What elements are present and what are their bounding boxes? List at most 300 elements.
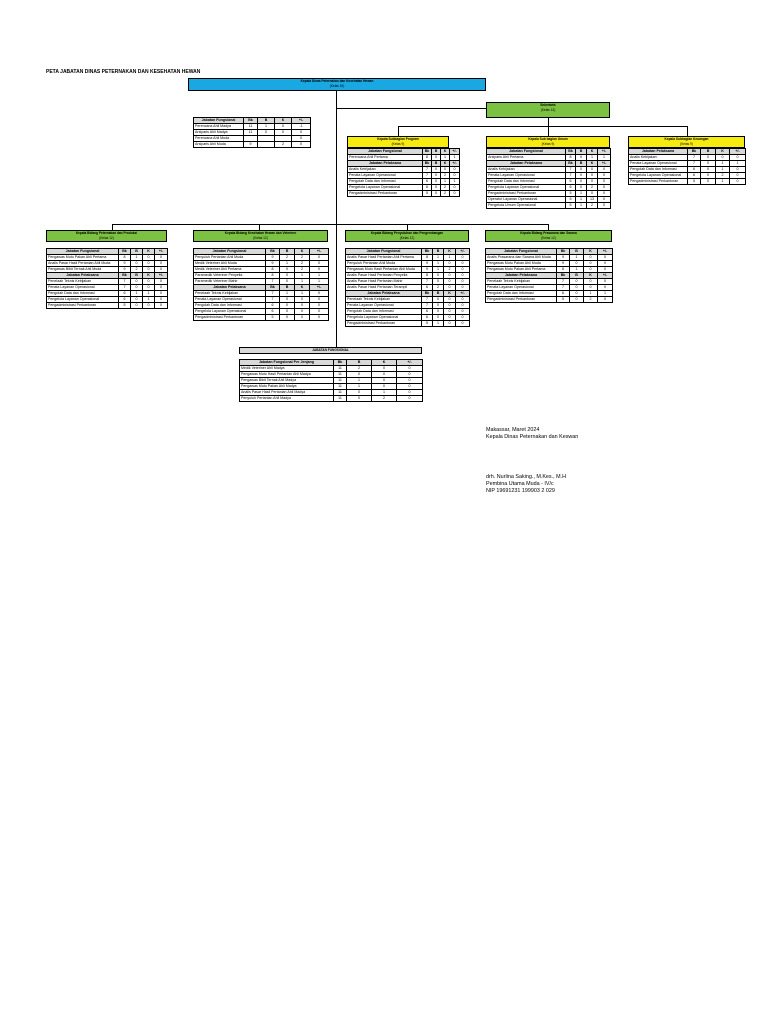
cell-pm: 0 (397, 396, 423, 402)
signature-place-date: Makassar, Maret 2024 (486, 427, 540, 433)
cell-k: 0 (143, 267, 155, 273)
cell-k: 2 (275, 142, 292, 148)
col-b: B (570, 249, 584, 255)
bidang-penyuluhan-box (345, 230, 469, 242)
col-bk: Bk (566, 161, 576, 167)
cell-k: 2 (587, 185, 598, 191)
cell-k: 0 (372, 378, 397, 384)
col-k: K (716, 149, 730, 155)
cell-k: 2 (716, 173, 730, 179)
col-jabatan: Jabatan Fungsional Per Jenjang (240, 360, 334, 366)
cell-k: 0 (143, 303, 155, 309)
cell-bk: 6 (566, 185, 576, 191)
subbag-table-1 (486, 148, 611, 209)
cell-bk: 8 (119, 255, 131, 261)
jabatan-name: Penelaah Teknis Kebijakan (194, 291, 266, 297)
col-jabatan: Jabatan Fungsional (346, 249, 422, 255)
cell-bk: 7 (119, 285, 131, 291)
jabatan-name: Pengolah Data dan Informasi (348, 179, 423, 185)
table-row (487, 203, 611, 209)
cell-bk: 5 (566, 197, 576, 203)
jabatan-name: Analis Pasar Hasil Pertanian Terampil (346, 285, 422, 291)
cell-b: 0 (280, 279, 295, 285)
cell-b: 0 (701, 173, 716, 179)
cell-bk: 6 (688, 173, 701, 179)
col-pm: +/- (456, 249, 470, 255)
cell-bk: 8 (422, 273, 433, 279)
cell-bk: 9 (119, 267, 131, 273)
col-pm: +/- (310, 285, 329, 291)
cell-k: 1 (143, 291, 155, 297)
cell-k: 2 (584, 297, 598, 303)
cell-pm: 0 (450, 191, 460, 197)
cell-bk: 5 (557, 297, 570, 303)
col-pm: +/- (598, 249, 613, 255)
cell-b: 0 (258, 130, 275, 136)
cell-pm: 0 (456, 255, 470, 261)
cell-b: 0 (576, 173, 587, 179)
cell-pm: 0 (730, 167, 746, 173)
col-b: B (258, 118, 275, 124)
jabatan-name: Penata Layanan Operasional (629, 161, 688, 167)
col-k: K (444, 249, 456, 255)
cell-b: 1 (576, 191, 587, 197)
cell-k: 2 (372, 396, 397, 402)
cell-bk: 8 (423, 155, 432, 161)
cell-bk: 7 (688, 155, 701, 161)
jabatan-name: Pengolah Data dan Informasi (194, 303, 266, 309)
signature-rank: Pembina Utama Muda - IV/c (486, 481, 554, 487)
cell-k: 0 (444, 261, 456, 267)
cell-pm: 0 (155, 261, 168, 267)
jabatan-name: Penata Layanan Operasional (486, 285, 557, 291)
cell-k: 0 (444, 315, 456, 321)
cell-b: 0 (347, 396, 372, 402)
jabatan-name: Penelaah Teknis Kebijakan (486, 279, 557, 285)
cell-pm: 0 (598, 185, 611, 191)
cell-bk: 6 (566, 179, 576, 185)
jabatan-name: Penyuluh Pertanian Ahli Muda (194, 255, 266, 261)
bidang-keswan-box (193, 230, 328, 242)
cell-k: 0 (444, 303, 456, 309)
cell-k: 0 (444, 285, 456, 291)
col-jabatan: Jabatan Pelaksana (348, 161, 423, 167)
cell-k: 2 (441, 173, 450, 179)
cell-pm: 1 (450, 179, 460, 185)
cell-pm: 1 (598, 155, 611, 161)
cell-b: 0 (131, 285, 143, 291)
cell-bk: 9 (244, 142, 258, 148)
cell-b: 1 (131, 291, 143, 297)
cell-b: 0 (570, 261, 584, 267)
cell-k: 1 (444, 255, 456, 261)
cell-bk: 11 (244, 130, 258, 136)
cell-bk: 9 (557, 255, 570, 261)
col-b: B (432, 161, 441, 167)
cell-pm: 0 (310, 309, 329, 315)
cell-k: 0 (584, 267, 598, 273)
cell-bk: 7 (423, 167, 432, 173)
bidang-table-0 (46, 248, 168, 309)
col-pm: +/- (598, 161, 611, 167)
jabatan-name: Arsiparis Ahli Pertama (487, 155, 566, 161)
cell-k: 1 (716, 167, 730, 173)
col-k: K (275, 118, 292, 124)
cell-pm: 0 (292, 136, 311, 142)
cell-k: 1 (716, 179, 730, 185)
cell-bk: 11 (244, 124, 258, 130)
cell-k: 1 (295, 291, 310, 297)
col-pm: +/- (310, 249, 329, 255)
cell-b: 2 (280, 255, 295, 261)
col-bk: Bk (422, 291, 433, 297)
connector-subbag-keuangan (687, 126, 688, 136)
cell-b: 0 (280, 297, 295, 303)
col-k: K (584, 273, 598, 279)
secretary-box (486, 102, 610, 118)
cell-k: 0 (295, 309, 310, 315)
cell-k: 2 (444, 267, 456, 273)
cell-k: 0 (444, 279, 456, 285)
cell-bk: 6 (688, 167, 701, 173)
col-k: K (441, 149, 450, 155)
col-bk: Bk (244, 118, 258, 124)
jabatan-name: Penata Layanan Operasional (47, 285, 119, 291)
cell-bk: 8 (557, 267, 570, 273)
table-row (47, 303, 168, 309)
cell-k: 0 (143, 261, 155, 267)
cell-k: 13 (587, 197, 598, 203)
cell-bk: 11 (334, 378, 347, 384)
jabatan-name: Medik Veteriner Ahli Muda (194, 261, 266, 267)
col-k: K (587, 149, 598, 155)
cell-k: 1 (441, 179, 450, 185)
jabatan-name: Pengawas Mutu Hasil Pertanian Ahli Madya (240, 372, 334, 378)
subbag-keuangan-kelas: (Kelas 9) (680, 141, 693, 146)
cell-b: 1 (131, 255, 143, 261)
connector-subbag-horizontal (398, 126, 687, 127)
jabatan-name: Analis Pasar Hasil Pertanian Ahli Madya (240, 390, 334, 396)
cell-pm: 0 (598, 297, 613, 303)
col-jabatan: Jabatan Pelaksana (487, 161, 566, 167)
col-b: B (433, 249, 444, 255)
subbag-umum-box (486, 136, 610, 148)
cell-k: 2 (441, 185, 450, 191)
cell-pm: 0 (155, 267, 168, 273)
jabatan-name: Penata Layanan Operasional (194, 297, 266, 303)
cell-pm: 0 (450, 185, 460, 191)
cell-k: 1 (441, 155, 450, 161)
col-k: K (444, 291, 456, 297)
cell-b: 2 (131, 267, 143, 273)
cell-b: 0 (576, 167, 587, 173)
cell-bk: 6 (423, 185, 432, 191)
jabatan-name: Arsiparis Ahli Madya (194, 130, 244, 136)
cell-k: 0 (587, 167, 598, 173)
jabatan-name: Analis Kebijakan (348, 167, 423, 173)
cell-b: 0 (433, 303, 444, 309)
cell-pm: 0 (598, 197, 611, 203)
cell-b: 0 (433, 309, 444, 315)
cell-pm: 0 (730, 173, 746, 179)
subbag-program-title: Kepala Subbagian Program (377, 137, 419, 141)
cell-bk: 7 (566, 173, 576, 179)
cell-k: 0 (587, 173, 598, 179)
cell-b: 1 (433, 267, 444, 273)
jabatan-name: Medik Veteriner Ahli Madya (240, 366, 334, 372)
cell-k: 0 (441, 167, 450, 173)
cell-b: 1 (576, 203, 587, 209)
cell-b: 0 (131, 297, 143, 303)
cell-pm: 0 (456, 267, 470, 273)
table-row (194, 315, 329, 321)
subbag-program-kelas: (Kelas 9) (391, 141, 405, 146)
cell-b: 0 (433, 279, 444, 285)
cell-k: 2 (295, 255, 310, 261)
cell-pm: 0 (310, 297, 329, 303)
cell-pm: 0 (598, 279, 613, 285)
cell-pm: 0 (598, 167, 611, 173)
jabatan-name: Pengadministrasi Perkantoran (346, 321, 422, 327)
jabatan-name: Analis Kebijakan (487, 167, 566, 173)
jabatan-name: Pengelola Layanan Operasional (487, 185, 566, 191)
cell-b: 1 (280, 291, 295, 297)
col-pm: +/- (456, 291, 470, 297)
cell-k: 0 (275, 130, 292, 136)
cell-b: 0 (570, 279, 584, 285)
cell-b: 1 (576, 197, 587, 203)
jabatan-name: Penata Layanan Operasional (487, 173, 566, 179)
connector-bidang-horizontal (112, 224, 549, 225)
col-bk: Bk (422, 249, 433, 255)
col-bk: Bk (266, 249, 280, 255)
cell-pm: 0 (310, 267, 329, 273)
cell-pm: 0 (397, 378, 423, 384)
table-row (194, 142, 311, 148)
cell-k: 0 (584, 261, 598, 267)
cell-bk: 7 (688, 161, 701, 167)
cell-b: 1 (258, 124, 275, 130)
bidang-penyuluhan-kelas: (Kelas 12) (399, 235, 415, 240)
col-b: B (131, 273, 143, 279)
col-b: B (576, 149, 587, 155)
cell-k: 0 (372, 366, 397, 372)
cell-bk: 6 (266, 303, 280, 309)
cell-b: 2 (347, 366, 372, 372)
table-row (629, 179, 746, 185)
cell-pm: 0 (292, 142, 311, 148)
col-bk: Bk (557, 273, 570, 279)
cell-k: 0 (143, 285, 155, 291)
cell-bk: 5 (566, 203, 576, 209)
cell-pm: 0 (456, 321, 470, 327)
cell-k: 0 (143, 279, 155, 285)
col-jabatan: Jabatan Pelaksana (194, 285, 266, 291)
bidang-prasarana-kelas: (Kelas 12) (541, 235, 556, 240)
cell-k: 0 (584, 279, 598, 285)
col-bk: Bk (688, 149, 701, 155)
jabatan-name: Perencana Ahli Madya (194, 124, 244, 130)
cell-pm: 0 (155, 285, 168, 291)
cell-b: 0 (280, 309, 295, 315)
cell-k: 0 (587, 191, 598, 197)
col-bk: Bk (334, 360, 347, 366)
jabatan-name: Pengawas Bibit Ternak Ahli Muda (47, 267, 119, 273)
cell-b: 0 (432, 185, 441, 191)
col-b: B (347, 360, 372, 366)
cell-b: 0 (576, 185, 587, 191)
cell-b: 0 (432, 191, 441, 197)
cell-pm: 0 (155, 255, 168, 261)
cell-k: 2 (295, 261, 310, 267)
cell-bk: 5 (566, 191, 576, 197)
cell-bk: 7 (266, 279, 280, 285)
cell-k: 2 (295, 267, 310, 273)
jabatan-name: Pengadministrasi Perkantoran (194, 315, 266, 321)
cell-b: 0 (131, 303, 143, 309)
cell-k: 0 (584, 285, 598, 291)
cell-bk: 11 (334, 366, 347, 372)
subbag-keuangan-box (628, 136, 745, 148)
cell-b: 0 (701, 167, 716, 173)
cell-b: 1 (570, 255, 584, 261)
cell-pm: 0 (456, 285, 470, 291)
cell-k: 1 (372, 390, 397, 396)
col-jabatan: Jabatan Fungsional (487, 149, 566, 155)
cell-k: 1 (587, 155, 598, 161)
col-pm: +/- (155, 273, 168, 279)
jabatan-name: Pengadministrasi Perkantoran (629, 179, 688, 185)
col-k: K (295, 285, 310, 291)
table-row (486, 297, 613, 303)
subbag-keuangan-title: Kepala Subbagian Keuangan (664, 137, 709, 141)
connector-subbag-program (398, 126, 399, 136)
jabatan-name: Pengelola Layanan Operasional (194, 309, 266, 315)
cell-pm: 0 (598, 173, 611, 179)
cell-pm: -1 (292, 124, 311, 130)
jabatan-name: Pengelola Layanan Operasional (346, 315, 422, 321)
col-k: K (441, 161, 450, 167)
cell-pm: 0 (598, 255, 613, 261)
cell-k: 0 (295, 297, 310, 303)
table-row (240, 396, 423, 402)
cell-bk: 7 (266, 291, 280, 297)
bidang-peternakan-box (46, 230, 167, 242)
cell-pm: 0 (397, 384, 423, 390)
cell-b: 0 (280, 267, 295, 273)
cell-k: 2 (441, 191, 450, 197)
bidang-keswan-title: Kepala Bidang Kesehatan Hewan dan Veteriner (224, 231, 297, 235)
cell-bk: 7 (422, 297, 433, 303)
cell-bk: 9 (119, 261, 131, 267)
col-b: B (432, 149, 441, 155)
secretary-title: Sekretaris (540, 103, 556, 107)
jabatan-name: Penyuluh Pertanian Ahli Madya (240, 396, 334, 402)
signature-block (486, 427, 578, 495)
col-jabatan: Jabatan Pelaksana (47, 273, 119, 279)
table-row (47, 261, 168, 267)
cell-bk: 5 (119, 303, 131, 309)
cell-b: 0 (347, 372, 372, 378)
cell-pm: 0 (456, 297, 470, 303)
jabatan-name: Penata Layanan Operasional (346, 303, 422, 309)
col-b: B (576, 161, 587, 167)
cell-pm: 0 (397, 372, 423, 378)
col-b: B (433, 291, 444, 297)
cell-b: 0 (432, 155, 441, 161)
col-b: B (131, 249, 143, 255)
connector-secretary-horizontal (336, 108, 486, 109)
cell-pm: 1 (450, 155, 460, 161)
jabatan-name: Pengolah Data dan Informasi (629, 167, 688, 173)
bidang-table-1 (193, 248, 329, 321)
cell-k: 0 (295, 303, 310, 309)
cell-pm: 0 (456, 315, 470, 321)
jabatan-name: Penyuluh Pertanian Ahli Muda (346, 261, 422, 267)
jafung-table (239, 359, 423, 402)
cell-bk: 8 (266, 273, 280, 279)
cell-bk: 7 (557, 285, 570, 291)
jabatan-name: Pengelola Layanan Operasional (629, 173, 688, 179)
connector-subbag-umum (548, 118, 549, 136)
bidang-table-3 (485, 248, 613, 303)
cell-b: 1 (347, 384, 372, 390)
cell-pm: 1 (598, 291, 613, 297)
cell-b: 0 (576, 179, 587, 185)
cell-b: 1 (347, 378, 372, 384)
cell-pm: 0 (397, 390, 423, 396)
jabatan-name: Pengadministrasi Perkantoran (487, 191, 566, 197)
cell-bk: 6 (119, 297, 131, 303)
col-jabatan: Jabatan Fungsional (194, 118, 244, 124)
cell-b: 1 (433, 261, 444, 267)
jabatan-name: Pengolah Data dan Informasi (486, 291, 557, 297)
subbag-table-0 (347, 148, 460, 197)
col-bk: Bk (557, 249, 570, 255)
cell-pm: 1 (310, 273, 329, 279)
cell-pm: 0 (155, 297, 168, 303)
signature-nip: NIP 19691231 199903 2 029 (486, 488, 555, 494)
cell-b: 0 (432, 179, 441, 185)
cell-pm: 0 (456, 309, 470, 315)
bidang-peternakan-kelas: (Kelas 12) (99, 235, 114, 240)
col-b: B (280, 285, 295, 291)
cell-bk: 6 (119, 291, 131, 297)
cell-b: 1 (433, 321, 444, 327)
col-pm: +/- (598, 273, 613, 279)
col-pm: +/- (598, 149, 611, 155)
cell-k: 0 (143, 255, 155, 261)
cell-bk: 5 (688, 179, 701, 185)
cell-b (258, 142, 275, 148)
cell-pm: 1 (310, 279, 329, 285)
cell-bk: 11 (334, 384, 347, 390)
col-b: B (280, 249, 295, 255)
bidang-peternakan-title: Kepala Bidang Peternakan dan Produksi (75, 231, 138, 235)
jabatan-name: Pengelola Layanan Operasional (348, 185, 423, 191)
jabatan-name: Analis Prasarana dan Sarana Ahli Muda (486, 255, 557, 261)
jabatan-name: Pengawas Bibit Ternak Ahli Madya (240, 378, 334, 384)
cell-bk: 9 (266, 261, 280, 267)
col-pm: +/- (397, 360, 423, 366)
cell-pm: 0 (456, 261, 470, 267)
col-k: K (587, 161, 598, 167)
cell-b: 1 (433, 255, 444, 261)
cell-b: 0 (570, 291, 584, 297)
signature-name: drh. Nurlina Saking., M.Kes., M.H (486, 474, 566, 480)
cell-pm: 0 (598, 179, 611, 185)
cell-pm: 0 (598, 267, 613, 273)
